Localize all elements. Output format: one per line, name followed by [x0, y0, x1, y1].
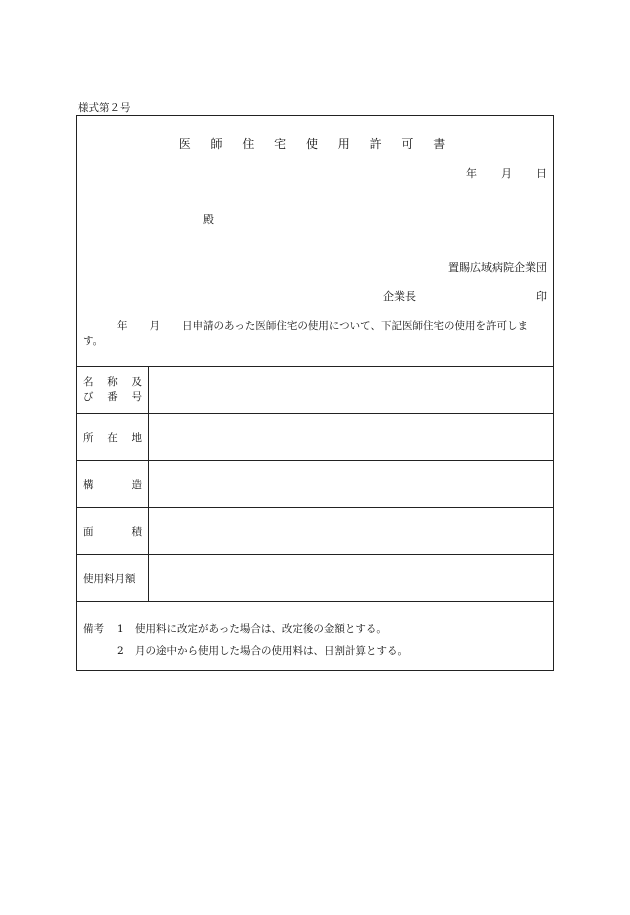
label-char: 在 [107, 431, 118, 444]
date-month: 月 [501, 167, 512, 180]
document-title: 医 師 住 宅 使 用 許 可 書 [178, 137, 452, 151]
remark-text: 使用料に改定があった場合は、改定後の金額とする。 [135, 623, 387, 635]
label-text: 使用料月額 [83, 572, 136, 585]
label-char: 積 [131, 525, 142, 538]
label-char: 面 [83, 525, 94, 538]
remark-number: 1 [117, 623, 124, 635]
value-monthly-fee[interactable] [149, 555, 554, 602]
remark-item [83, 618, 408, 640]
date-day: 日 [536, 167, 547, 180]
permit-form [76, 115, 554, 671]
issuer-line [383, 288, 547, 304]
head-title: 企業長 [383, 290, 416, 303]
permit-statement [83, 319, 547, 349]
table-row [77, 508, 554, 555]
label-char: 所 [83, 431, 94, 444]
label-char: 番 [107, 391, 118, 403]
seal-mark: 印 [536, 290, 547, 303]
label-char: び [83, 391, 94, 403]
value-location[interactable] [149, 414, 554, 461]
organization-name: 置賜広域病院企業団 [448, 261, 547, 274]
table-row [77, 461, 554, 508]
table-row [77, 414, 554, 461]
remark-text: 月の途中から使用した場合の使用料は、日割計算とする。 [135, 645, 408, 657]
housing-details-table [76, 366, 554, 602]
label-location [77, 414, 149, 461]
form-number: 様式第２号 [78, 102, 131, 114]
label-char: 名 [83, 376, 94, 388]
body-month: 月 [149, 320, 160, 332]
table-row [77, 367, 554, 414]
value-structure[interactable] [149, 461, 554, 508]
label-char: 称 [107, 376, 118, 388]
value-area[interactable] [149, 508, 554, 555]
label-area [77, 508, 149, 555]
value-name-and-number[interactable] [149, 367, 554, 414]
body-year: 年 [117, 320, 128, 332]
label-char: 号 [131, 391, 142, 403]
remarks [83, 618, 408, 662]
label-char: 構 [83, 478, 94, 491]
label-structure [77, 461, 149, 508]
remark-number: 2 [117, 645, 124, 657]
body-text: 日申請のあった医師住宅の使用について、下記医師住宅の使用を許可します。 [83, 320, 528, 347]
label-name-and-number [77, 367, 149, 414]
label-char: 及 [131, 376, 142, 388]
issue-date [442, 165, 547, 181]
label-char: 造 [131, 478, 142, 491]
table-row [77, 555, 554, 602]
label-char: 地 [131, 431, 142, 444]
addressee-suffix: 殿 [203, 213, 214, 226]
remarks-heading: 備考 [83, 623, 104, 635]
date-year: 年 [466, 167, 477, 180]
label-monthly-fee [77, 555, 149, 602]
remark-item [83, 640, 408, 662]
